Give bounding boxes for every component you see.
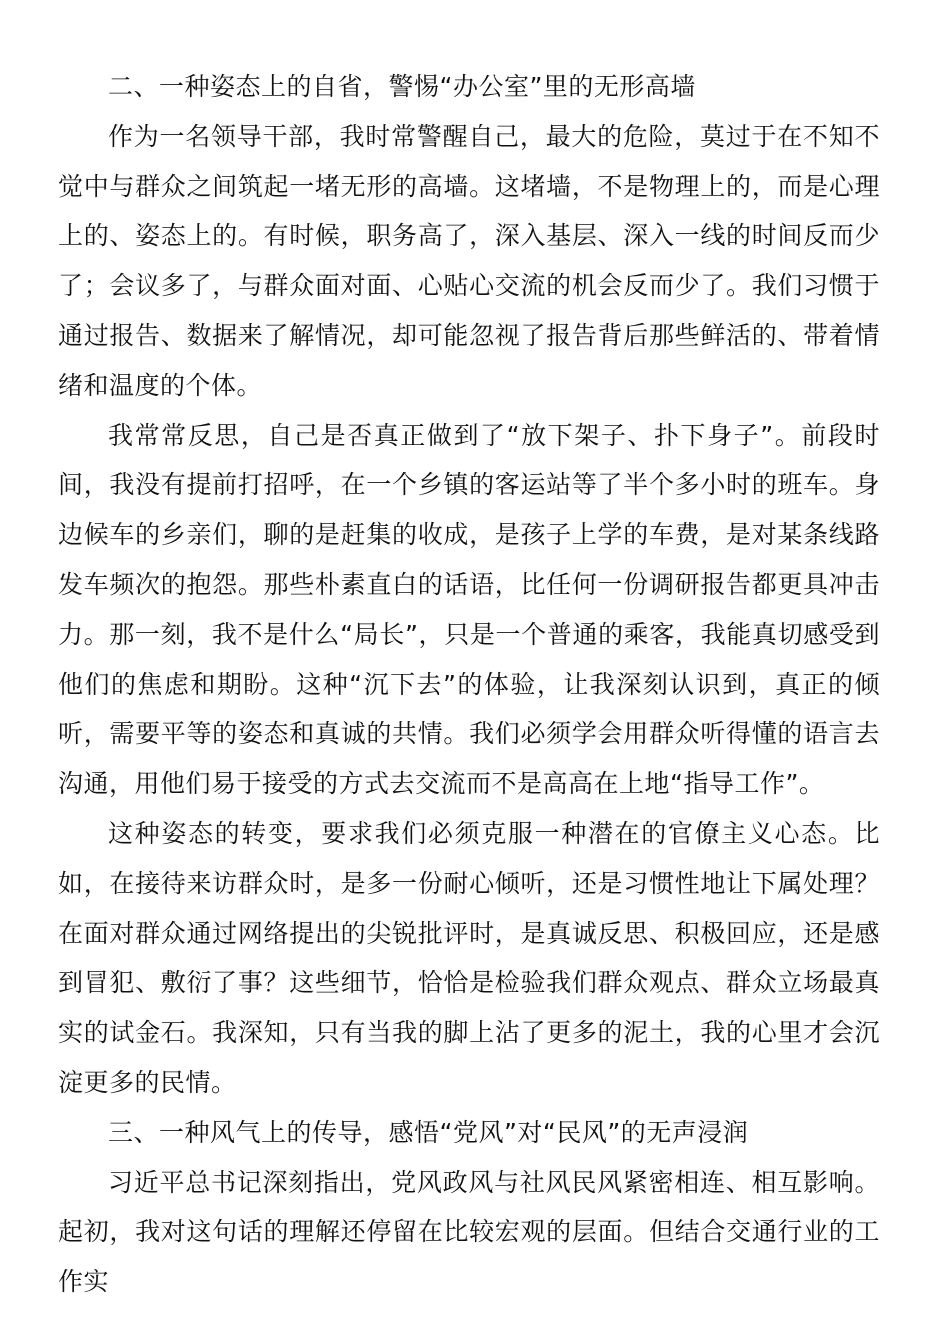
paragraph: 我常常反思，自己是否真正做到了“放下架子、扑下身子”。前段时间，我没有提前打招呼，在一个乡镇的客运站等了半个多小时的班车。身边候车的乡亲们，聊的是赶集的收成，是孩子上学的车费，是对某条线路发车频次的抱怨。那些朴素直白的话语，比任何一份调研报告都更具冲击力。那一刻，我不是什么“局长”，只是一个普通的乘客，我能真切感受到他们的焦虑和期盼。这种“沉下去”的体验，让我深刻认识到，真正的倾听，需要平等的姿态和真诚的共情。我们必须学会用群众听得懂的语言去沟通，用他们易于接受的方式去交流而不是高高在上地“指导工作”。 — [58, 420, 880, 799]
paragraph: 作为一名领导干部，我时常警醒自己，最大的危险，莫过于在不知不觉中与群众之间筑起一堵无形的高墙。这堵墙，不是物理上的，而是心理上的、姿态上的。有时候，职务高了，深入基层、深入一线的时间反而少了；会议多了，与群众面对面、心贴心交流的机会反而少了。我们习惯于通过报告、数据来了解情况，却可能忽视了报告背后那些鲜活的、带着情绪和温度的个体。 — [58, 121, 880, 400]
document-page — [58, 62, 880, 1307]
section-heading-two: 二、一种姿态上的自省，警惕“办公室”里的无形高墙 — [108, 72, 696, 101]
paragraph: 习近平总书记深刻指出，党风政风与社风民风紧密相连、相互影响。起初，我对这句话的理解还停留在比较宏观的层面。但结合交通行业的工作实 — [58, 1167, 880, 1297]
paragraph: 这种姿态的转变，要求我们必须克服一种潜在的官僚主义心态。比如，在接待来访群众时，是多一份耐心倾听，还是习惯性地让下属处理？在面对群众通过网络提出的尖锐批评时，是真诚反思、积极回应，还是感到冒犯、敷衍了事？这些细节，恰恰是检验我们群众观点、群众立场最真实的试金石。我深知，只有当我的脚上沾了更多的泥土，我的心里才会沉淀更多的民情。 — [58, 818, 880, 1097]
section-heading-three: 三、一种风气上的传导，感悟“党风”对“民风”的无声浸润 — [108, 1117, 749, 1147]
